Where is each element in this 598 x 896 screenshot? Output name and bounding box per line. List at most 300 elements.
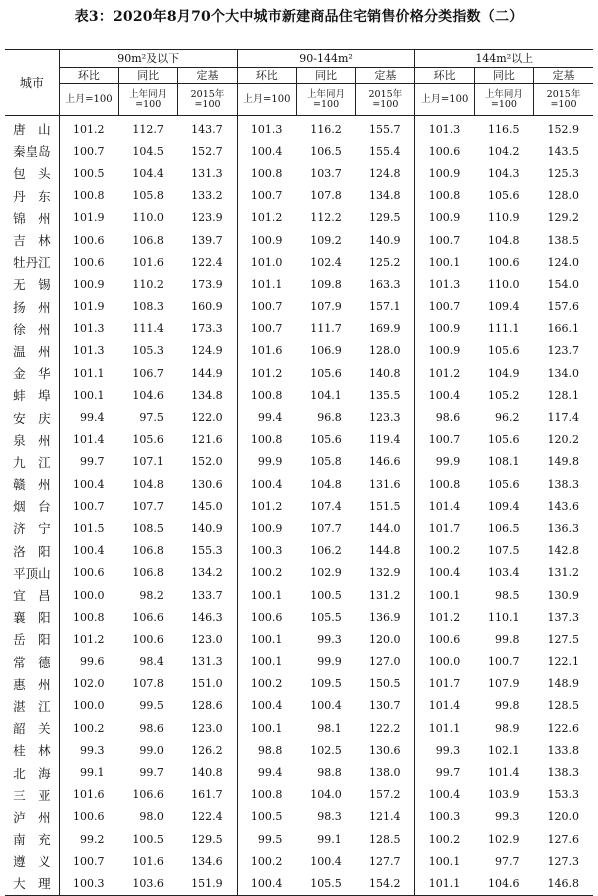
- table-title: 表3：2020年8月70个大中城市新建商品住宅销售价格分类指数（二）: [74, 9, 524, 25]
- index-value: 106.8: [132, 233, 164, 247]
- sub-header-yoy: 同比: [296, 68, 355, 84]
- sub-header-yoy: 同比: [119, 68, 178, 84]
- index-value: 104.4: [132, 166, 164, 180]
- index-value: 127.6: [547, 832, 579, 846]
- index-value: 143.5: [547, 144, 579, 158]
- index-value: 100.8: [237, 162, 296, 184]
- index-value: 105.6: [488, 433, 520, 447]
- index-value: 101.6: [132, 854, 164, 868]
- city-name: 岳 阳: [13, 632, 51, 648]
- index-value: 98.2: [139, 588, 164, 602]
- index-value: 99.0: [139, 743, 164, 757]
- city-name: 平顶山: [13, 565, 51, 581]
- index-value: 100.7: [488, 655, 520, 669]
- index-value: 106.5: [488, 521, 520, 535]
- index-value: 100.9: [415, 340, 474, 362]
- table-row: [5, 806, 593, 828]
- index-value: 105.6: [488, 189, 520, 203]
- index-value: 157.2: [368, 788, 401, 802]
- city-name: 南 充: [13, 832, 51, 848]
- index-value: 99.9: [237, 451, 296, 473]
- index-value: 131.3: [191, 166, 223, 180]
- index-value: 166.1: [547, 322, 579, 336]
- index-value: 133.8: [547, 743, 579, 757]
- index-value: 101.7: [415, 673, 474, 695]
- index-value: 128.0: [547, 189, 579, 203]
- index-value: 100.4: [415, 562, 474, 584]
- index-value: 102.5: [310, 743, 342, 757]
- index-value: 107.4: [310, 499, 342, 513]
- table-row: [5, 761, 593, 783]
- index-value: 100.9: [237, 229, 296, 251]
- city-name: 秦皇岛: [13, 144, 51, 160]
- index-value: 131.3: [191, 655, 223, 669]
- index-value: 101.2: [415, 606, 474, 628]
- index-value: 104.3: [488, 166, 520, 180]
- index-value: 100.1: [415, 251, 474, 273]
- index-value: 107.8: [132, 677, 164, 691]
- index-value: 100.2: [415, 828, 474, 850]
- index-value: 127.7: [368, 854, 401, 868]
- index-value: 107.7: [310, 521, 342, 535]
- index-value: 146.3: [191, 610, 223, 624]
- index-value: 99.3: [317, 632, 342, 646]
- index-value: 100.6: [59, 229, 118, 251]
- index-value: 104.9: [488, 366, 520, 380]
- index-value: 145.0: [191, 499, 223, 513]
- index-value: 100.1: [237, 717, 296, 739]
- index-value: 112.2: [310, 211, 342, 225]
- table-row: [5, 384, 593, 406]
- index-value: 105.5: [310, 610, 342, 624]
- index-value: 101.3: [59, 318, 118, 340]
- index-value: 140.9: [368, 233, 401, 247]
- index-value: 103.7: [310, 166, 342, 180]
- index-value: 106.9: [310, 344, 342, 358]
- index-value: 100.9: [415, 162, 474, 184]
- index-value: 100.7: [59, 495, 118, 517]
- index-value: 130.6: [191, 477, 223, 491]
- index-value: 99.3: [415, 739, 474, 761]
- index-value: 128.6: [191, 699, 223, 713]
- index-value: 101.4: [59, 429, 118, 451]
- base-label-prev-month: 上月=100: [59, 84, 118, 116]
- index-value: 127.0: [368, 655, 401, 669]
- index-value: 122.4: [191, 255, 223, 269]
- index-value: 98.8: [317, 766, 342, 780]
- index-value: 117.4: [547, 411, 579, 425]
- index-value: 144.8: [368, 544, 401, 558]
- index-value: 105.6: [310, 366, 342, 380]
- index-value: 107.9: [488, 677, 520, 691]
- index-value: 98.1: [317, 721, 342, 735]
- city-name: 赣 州: [13, 477, 51, 493]
- index-value: 100.5: [237, 806, 296, 828]
- index-value: 116.2: [310, 122, 342, 136]
- index-value: 139.7: [191, 233, 223, 247]
- index-value: 99.7: [139, 766, 164, 780]
- index-value: 100.5: [310, 588, 342, 602]
- index-value: 133.7: [191, 588, 223, 602]
- index-value: 105.8: [310, 455, 342, 469]
- index-value: 129.5: [191, 832, 223, 846]
- table-row: [5, 473, 593, 495]
- index-value: 100.4: [415, 784, 474, 806]
- index-value: 100.7: [415, 229, 474, 251]
- index-value: 100.9: [415, 318, 474, 340]
- index-value: 101.6: [59, 784, 118, 806]
- base-label-prev-month: 上月=100: [237, 84, 296, 116]
- index-value: 102.9: [310, 566, 342, 580]
- index-value: 100.2: [237, 850, 296, 872]
- index-value: 100.6: [488, 255, 520, 269]
- index-value: 110.0: [132, 211, 164, 225]
- city-name: 九 江: [13, 454, 51, 470]
- city-name: 蚌 埠: [13, 388, 51, 404]
- index-value: 140.9: [191, 521, 223, 535]
- table-row: [5, 273, 593, 295]
- index-value: 160.9: [191, 300, 223, 314]
- index-value: 130.9: [547, 588, 579, 602]
- table-row: [5, 673, 593, 695]
- index-value: 138.3: [547, 477, 579, 491]
- city-name: 金 华: [13, 366, 51, 382]
- city-name: 湛 江: [13, 698, 51, 714]
- index-value: 98.3: [317, 810, 342, 824]
- index-value: 121.6: [191, 433, 223, 447]
- city-name: 丹 东: [13, 188, 51, 204]
- index-value: 101.9: [59, 207, 118, 229]
- index-value: 104.1: [310, 388, 342, 402]
- index-value: 101.2: [237, 362, 296, 384]
- city-name: 遵 义: [13, 854, 51, 870]
- index-value: 151.9: [191, 876, 223, 890]
- index-value: 157.1: [368, 300, 401, 314]
- index-value: 99.3: [495, 810, 520, 824]
- index-value: 155.7: [368, 122, 401, 136]
- index-value: 152.9: [547, 122, 579, 136]
- index-value: 109.2: [310, 233, 342, 247]
- index-value: 101.3: [237, 116, 296, 141]
- index-value: 137.3: [547, 610, 579, 624]
- index-value: 100.2: [59, 717, 118, 739]
- index-value: 152.7: [191, 144, 223, 158]
- city-name: 唐 山: [13, 122, 51, 138]
- index-value: 99.8: [495, 632, 520, 646]
- index-value: 100.7: [237, 296, 296, 318]
- index-value: 143.6: [547, 499, 579, 513]
- index-value: 100.1: [237, 584, 296, 606]
- index-value: 100.3: [415, 806, 474, 828]
- table-row: [5, 318, 593, 340]
- sub-header-mom: 环比: [59, 68, 118, 84]
- table-row: [5, 739, 593, 761]
- index-value: 99.9: [317, 655, 342, 669]
- index-value: 123.0: [191, 632, 223, 646]
- index-value: 104.8: [310, 477, 342, 491]
- index-value: 100.8: [59, 185, 118, 207]
- group-header-small: 90m²及以下: [59, 50, 237, 68]
- sub-header-fixed-base: 定基: [534, 68, 593, 84]
- index-value: 100.5: [132, 832, 164, 846]
- index-value: 99.5: [237, 828, 296, 850]
- index-value: 100.7: [237, 185, 296, 207]
- index-value: 99.7: [59, 451, 118, 473]
- index-value: 100.7: [415, 296, 474, 318]
- city-name: 徐 州: [13, 321, 51, 337]
- index-value: 98.6: [415, 406, 474, 428]
- index-value: 124.0: [547, 255, 579, 269]
- index-value: 107.7: [132, 499, 164, 513]
- index-value: 128.5: [547, 699, 579, 713]
- index-value: 101.1: [237, 273, 296, 295]
- index-value: 100.2: [237, 562, 296, 584]
- index-value: 142.8: [547, 544, 579, 558]
- index-value: 110.0: [488, 277, 520, 291]
- index-value: 100.3: [237, 540, 296, 562]
- index-value: 131.2: [547, 566, 579, 580]
- index-value: 99.7: [415, 761, 474, 783]
- index-value: 132.9: [368, 566, 401, 580]
- index-value: 100.6: [415, 140, 474, 162]
- table-row: [5, 162, 593, 184]
- index-value: 169.9: [368, 322, 401, 336]
- index-value: 146.8: [547, 876, 579, 890]
- index-value: 120.2: [547, 433, 579, 447]
- index-value: 100.6: [237, 606, 296, 628]
- index-value: 107.1: [132, 455, 164, 469]
- index-value: 109.5: [310, 677, 342, 691]
- index-value: 101.1: [59, 362, 118, 384]
- index-value: 98.8: [237, 739, 296, 761]
- index-value: 107.5: [488, 544, 520, 558]
- index-value: 120.0: [368, 632, 401, 646]
- table-row: [5, 406, 593, 428]
- index-value: 101.4: [415, 695, 474, 717]
- index-value: 100.1: [415, 584, 474, 606]
- index-value: 98.6: [139, 721, 164, 735]
- index-value: 100.4: [237, 140, 296, 162]
- index-value: 99.2: [59, 828, 118, 850]
- index-value: 99.1: [59, 761, 118, 783]
- city-name: 桂 林: [13, 743, 51, 759]
- index-value: 101.6: [132, 255, 164, 269]
- index-value: 104.2: [488, 144, 520, 158]
- index-value: 101.9: [59, 296, 118, 318]
- index-value: 101.5: [59, 517, 118, 539]
- table-header: [5, 50, 593, 116]
- index-value: 99.8: [495, 699, 520, 713]
- city-name: 三 亚: [13, 787, 51, 803]
- table-row: [5, 429, 593, 451]
- index-value: 104.6: [488, 876, 520, 890]
- index-value: 100.7: [415, 429, 474, 451]
- table-row: [5, 584, 593, 606]
- index-value: 125.3: [547, 166, 579, 180]
- index-value: 100.8: [415, 473, 474, 495]
- base-label-prev-year: 上年同月=100: [296, 84, 355, 116]
- index-value: 100.1: [237, 628, 296, 650]
- index-value: 100.4: [237, 695, 296, 717]
- index-value: 109.8: [310, 277, 342, 291]
- index-value: 100.3: [59, 872, 118, 895]
- index-value: 151.0: [191, 677, 223, 691]
- index-value: 100.9: [59, 273, 118, 295]
- index-value: 101.1: [415, 717, 474, 739]
- index-value: 97.7: [495, 854, 520, 868]
- table-row: [5, 695, 593, 717]
- table-row: [5, 717, 593, 739]
- index-value: 103.6: [132, 876, 164, 890]
- index-value: 103.9: [488, 788, 520, 802]
- sub-header-row: [5, 68, 593, 84]
- city-name: 惠 州: [13, 676, 51, 692]
- city-name: 大 理: [13, 876, 51, 892]
- index-value: 123.0: [191, 721, 223, 735]
- table-row: [5, 229, 593, 251]
- index-value: 97.5: [139, 411, 164, 425]
- index-value: 105.3: [132, 344, 164, 358]
- index-value: 108.3: [132, 300, 164, 314]
- index-value: 108.1: [488, 455, 520, 469]
- index-value: 99.4: [237, 406, 296, 428]
- index-value: 123.9: [191, 211, 223, 225]
- index-value: 100.4: [310, 854, 342, 868]
- city-name: 扬 州: [13, 299, 51, 315]
- index-value: 102.9: [488, 832, 520, 846]
- base-label-prev-month: 上月=100: [415, 84, 474, 116]
- index-value: 122.1: [547, 655, 579, 669]
- index-value: 106.6: [132, 788, 164, 802]
- index-value: 101.3: [415, 273, 474, 295]
- index-value: 140.8: [191, 766, 223, 780]
- index-value: 110.9: [488, 211, 520, 225]
- index-value: 105.6: [310, 433, 342, 447]
- index-value: 104.8: [488, 233, 520, 247]
- base-label-prev-year: 上年同月=100: [474, 84, 533, 116]
- index-value: 150.5: [368, 677, 401, 691]
- index-value: 130.7: [368, 699, 401, 713]
- index-value: 154.2: [368, 876, 401, 890]
- index-value: 109.4: [488, 300, 520, 314]
- table-row: [5, 495, 593, 517]
- index-value: 122.6: [547, 721, 579, 735]
- index-value: 146.6: [368, 455, 401, 469]
- table-row: [5, 451, 593, 473]
- city-name: 吉 林: [13, 233, 51, 249]
- index-value: 100.6: [132, 632, 164, 646]
- index-value: 126.2: [191, 743, 223, 757]
- index-value: 100.4: [310, 699, 342, 713]
- index-value: 101.4: [488, 766, 520, 780]
- index-value: 101.6: [237, 340, 296, 362]
- index-value: 100.8: [415, 185, 474, 207]
- index-value: 101.2: [59, 116, 118, 141]
- city-name: 济 宁: [13, 521, 51, 537]
- index-value: 122.4: [191, 810, 223, 824]
- index-value: 143.7: [191, 122, 223, 136]
- index-value: 151.5: [368, 499, 401, 513]
- index-value: 101.7: [415, 517, 474, 539]
- index-value: 100.6: [415, 628, 474, 650]
- city-name: 常 德: [13, 654, 51, 670]
- index-value: 155.4: [368, 144, 401, 158]
- index-value: 116.5: [488, 122, 520, 136]
- base-header-row: [5, 84, 593, 116]
- index-value: 125.2: [368, 255, 401, 269]
- index-value: 100.1: [237, 651, 296, 673]
- index-value: 154.0: [547, 277, 579, 291]
- index-value: 153.3: [547, 788, 579, 802]
- index-value: 104.0: [310, 788, 342, 802]
- index-value: 134.0: [547, 366, 579, 380]
- index-value: 144.9: [191, 366, 223, 380]
- index-value: 100.8: [237, 429, 296, 451]
- index-value: 124.9: [191, 344, 223, 358]
- index-value: 106.8: [132, 566, 164, 580]
- index-value: 100.0: [415, 651, 474, 673]
- index-value: 106.2: [310, 544, 342, 558]
- sub-header-fixed-base: 定基: [178, 68, 237, 84]
- index-value: 105.6: [488, 477, 520, 491]
- index-value: 100.8: [237, 384, 296, 406]
- index-value: 100.2: [415, 540, 474, 562]
- index-value: 128.5: [368, 832, 401, 846]
- index-value: 109.4: [488, 499, 520, 513]
- table-row: [5, 207, 593, 229]
- index-value: 133.2: [191, 189, 223, 203]
- index-value: 98.9: [495, 721, 520, 735]
- index-value: 110.2: [132, 277, 164, 291]
- index-value: 101.0: [237, 251, 296, 273]
- index-value: 106.5: [310, 144, 342, 158]
- index-value: 129.5: [368, 211, 401, 225]
- index-value: 148.9: [547, 677, 579, 691]
- index-value: 112.7: [132, 122, 164, 136]
- index-value: 134.6: [191, 854, 223, 868]
- index-value: 100.0: [59, 695, 118, 717]
- group-header-medium: 90-144m²: [237, 50, 415, 68]
- table-row: [5, 828, 593, 850]
- index-value: 100.6: [59, 562, 118, 584]
- index-value: 122.0: [191, 411, 223, 425]
- index-value: 98.5: [495, 588, 520, 602]
- table-row: [5, 540, 593, 562]
- index-value: 173.9: [191, 277, 223, 291]
- index-value: 106.8: [132, 544, 164, 558]
- city-name: 包 头: [13, 166, 51, 182]
- index-value: 104.5: [132, 144, 164, 158]
- index-value: 105.6: [132, 433, 164, 447]
- index-value: 100.9: [237, 517, 296, 539]
- city-name: 牡丹江: [13, 255, 51, 271]
- index-value: 138.5: [547, 233, 579, 247]
- price-index-table: [5, 49, 593, 896]
- index-value: 155.3: [191, 544, 223, 558]
- city-name: 安 庆: [13, 410, 51, 426]
- base-label-2015: 2015年=100: [534, 84, 593, 116]
- index-value: 135.5: [368, 388, 401, 402]
- index-value: 101.2: [237, 495, 296, 517]
- index-value: 128.1: [547, 388, 579, 402]
- index-value: 107.8: [310, 189, 342, 203]
- sub-header-mom: 环比: [415, 68, 474, 84]
- index-value: 108.5: [132, 521, 164, 535]
- index-value: 100.4: [415, 384, 474, 406]
- index-value: 105.5: [310, 876, 342, 890]
- base-label-2015: 2015年=100: [356, 84, 415, 116]
- sub-header-mom: 环比: [237, 68, 296, 84]
